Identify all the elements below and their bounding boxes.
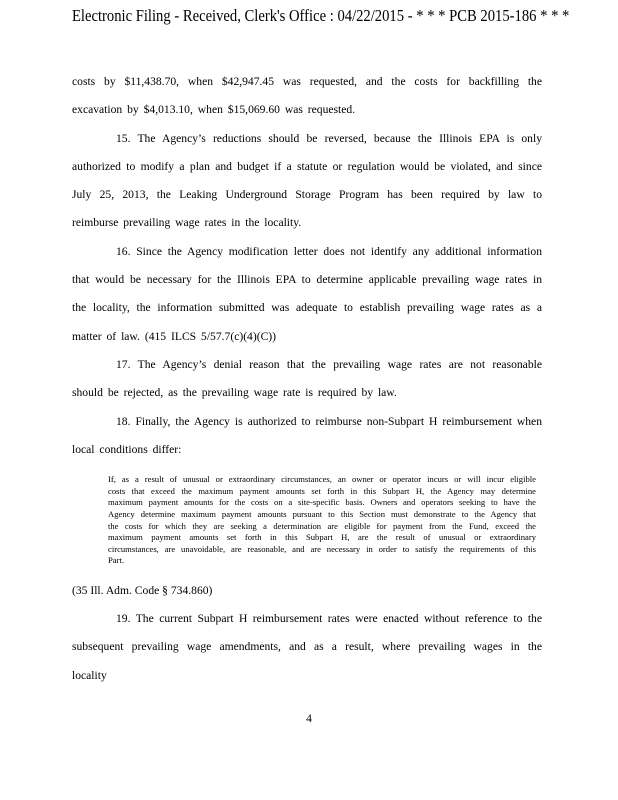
- paragraph-18: 18. Finally, the Agency is authorized to reimburse non-Subpart H reimbursement when local conditions differ:: [72, 414, 542, 456]
- paragraph-19: 19. The current Subpart H reimbursement rates were enacted without reference to the subsequent prevailing wage amendments, and as a result, where prevailing wages in the locality: [72, 611, 542, 682]
- page-number: 4: [306, 712, 312, 725]
- document-body: [72, 68, 542, 690]
- paragraph-16: 16. Since the Agency modification letter does not identify any additional information that would be necessary for the Illinois EPA to determine applicable prevailing wage rates in the locality, the information submitted was adequate to establish prevailing wage rates as a matter of law. (415 ILCS 5/57.7(c)(4)(C)): [72, 244, 542, 343]
- paragraph-17: 17. The Agency’s denial reason that the prevailing wage rates are not reasonable should be rejected, as the prevailing wage rate is required by law.: [72, 357, 542, 400]
- paragraph-continuation: costs by $11,438.70, when $42,947.45 was requested, and the costs for backfilling the excavation by $4,013.10, when $15,069.60 was requested.: [72, 75, 542, 117]
- paragraph-15: 15. The Agency’s reductions should be reversed, because the Illinois EPA is only authorized to modify a plan and budget if a statute or regulation would be violated, and since July 25, 2013, the Leaking Underground Storage Program has been required by law to reimburse prevailing wage rates in the locality.: [72, 131, 542, 230]
- regulation-citation: (35 Ill. Adm. Code § 734.860): [72, 583, 213, 597]
- block-quote-regulation: If, as a result of unusual or extraordinary circumstances, an owner or operator incurs or will incur eligible costs that exceed the maximum payment amounts set forth in this Subpart H, the Agency may determine maximum payment amounts for the costs on a site-specific basis. Owners and operators seeking to have the Agency determine maximum payment amounts pursuant to this Section must demonstrate to the Agency that the costs for which they are seeking a determination are eligible for payment from the Fund, exceed the maximum payment amounts set forth in this Subpart H, are the result of unusual or extraordinary circumstances, are unavoidable, are reasonable, and are necessary in order to satisfy the requirements of this Part.: [108, 474, 536, 566]
- filing-stamp-header: Electronic Filing - Received, Clerk's Office : 04/22/2015 - * * * PCB 2015-186 * * *: [72, 6, 570, 25]
